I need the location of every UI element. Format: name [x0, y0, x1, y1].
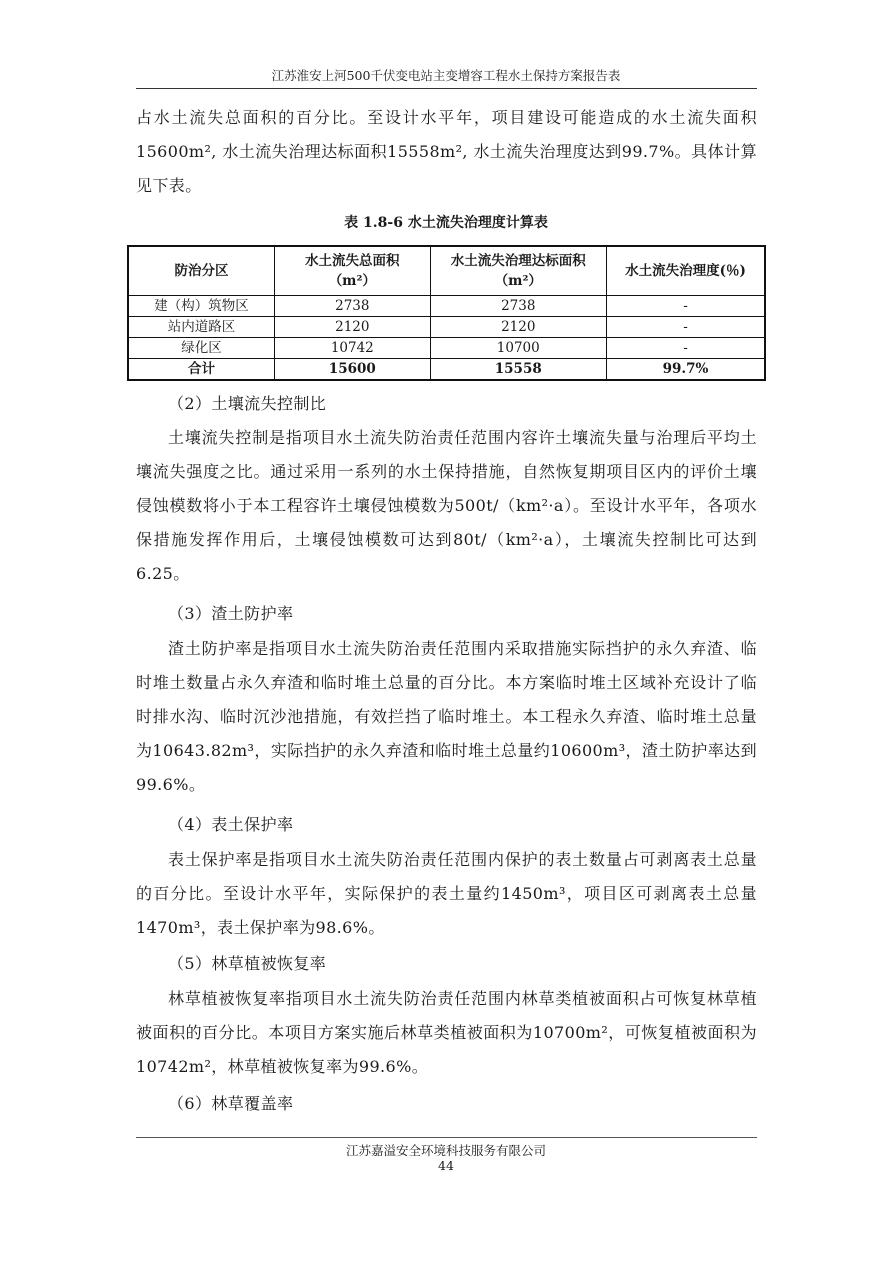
table-total-row — [128, 359, 765, 381]
header-area-line2: （m²） — [328, 273, 376, 289]
cell-area: 2120 — [275, 317, 431, 338]
cell-degree: - — [606, 296, 765, 317]
table-caption: 表 1.8-6 水土流失治理度计算表 — [344, 215, 548, 231]
section-heading-topsoil-protection: （4）表土保护率 — [168, 815, 294, 834]
paragraph-topsoil-protection: 表土保护率是指项目水土流失防治责任范围内保护的表土数量占可剥离表土总量的百分比。至设计水平年，实际保护的表土量约1450m³，项目区可剥离表土总量1470m³，表土保护率为98.6%。 — [136, 850, 757, 937]
cell-zone: 建（构）筑物区 — [128, 296, 275, 317]
cell-zone: 绿化区 — [128, 338, 275, 359]
footer-company: 江苏嘉溢安全环境科技服务有限公司 — [345, 1143, 546, 1158]
cell-treated: 2120 — [430, 317, 606, 338]
cell-area: 2738 — [275, 296, 431, 317]
paragraph-vegetation-restoration: 林草植被恢复率指项目水土流失防治责任范围内林草类植被面积占可恢复林草植被面积的百分比。本项目方案实施后林草类植被面积为10700m²，可恢复植被面积为10742m²，林草植被恢复率为99.6%。 — [136, 989, 757, 1076]
cell-total-degree: 99.7% — [606, 359, 765, 381]
header-degree: 水土流失治理度(％) — [606, 246, 765, 296]
cell-zone: 站内道路区 — [128, 317, 275, 338]
section-heading-vegetation-restoration: （5）林草植被恢复率 — [168, 954, 327, 973]
page-header-title: 江苏淮安上河500千伏变电站主变增容工程水土保持方案报告表 — [271, 68, 621, 83]
cell-treated: 10700 — [430, 338, 606, 359]
paragraph-intro: 占水土流失总面积的百分比。至设计水平年，项目建设可能造成的水土流失面积15600m², 水土流失治理达标面积15558m², 水土流失治理度达到99.7%。具体计算见下表。 — [136, 108, 757, 195]
header-area-line1: 水土流失总面积 — [305, 253, 400, 269]
section-heading-soil-loss-ratio: （2）土壤流失控制比 — [168, 394, 327, 413]
table-row — [128, 317, 765, 338]
header-area — [275, 246, 431, 296]
cell-degree: - — [606, 338, 765, 359]
cell-degree: - — [606, 317, 765, 338]
section-heading-vegetation-coverage: （6）林草覆盖率 — [168, 1094, 294, 1113]
table-row — [128, 338, 765, 359]
header-zone: 防治分区 — [128, 246, 275, 296]
table-row — [128, 296, 765, 317]
table-header-row — [128, 246, 765, 296]
header-treated — [430, 246, 606, 296]
footer-divider — [136, 1137, 757, 1138]
header-treated-line1: 水土流失治理达标面积 — [450, 253, 586, 269]
section-heading-spoil-protection: （3）渣土防护率 — [168, 604, 294, 623]
cell-total-area: 15600 — [275, 359, 431, 381]
treatment-degree-table — [127, 245, 766, 381]
paragraph-spoil-protection: 渣土防护率是指项目水土流失防治责任范围内采取措施实际挡护的永久弃渣、临时堆土数量占永久弃渣和临时堆土总量的百分比。本方案临时堆土区域补充设计了临时排水沟、临时沉沙池措施，有效拦挡了临时堆土。本工程永久弃渣、临时堆土总量为10643.82m³，实际挡护的永久弃渣和临时堆土总量约10600m³，渣土防护率达到99.6%。 — [136, 639, 757, 794]
header-divider — [136, 88, 757, 89]
cell-area: 10742 — [275, 338, 431, 359]
page-number: 44 — [438, 1158, 454, 1173]
cell-treated: 2738 — [430, 296, 606, 317]
cell-total-label: 合计 — [128, 359, 275, 381]
cell-total-treated: 15558 — [430, 359, 606, 381]
header-treated-line2: （m²） — [494, 273, 542, 289]
paragraph-soil-loss-ratio: 土壤流失控制是指项目水土流失防治责任范围内容许土壤流失量与治理后平均土壤流失强度之比。通过采用一系列的水土保持措施，自然恢复期项目区内的评价土壤侵蚀模数将小于本工程容许土壤侵蚀模数为500t/（km²·a）。至设计水平年，各项水保措施发挥作用后，土壤侵蚀模数可达到80t/（km²·a），土壤流失控制比可达到6.25。 — [136, 428, 757, 583]
